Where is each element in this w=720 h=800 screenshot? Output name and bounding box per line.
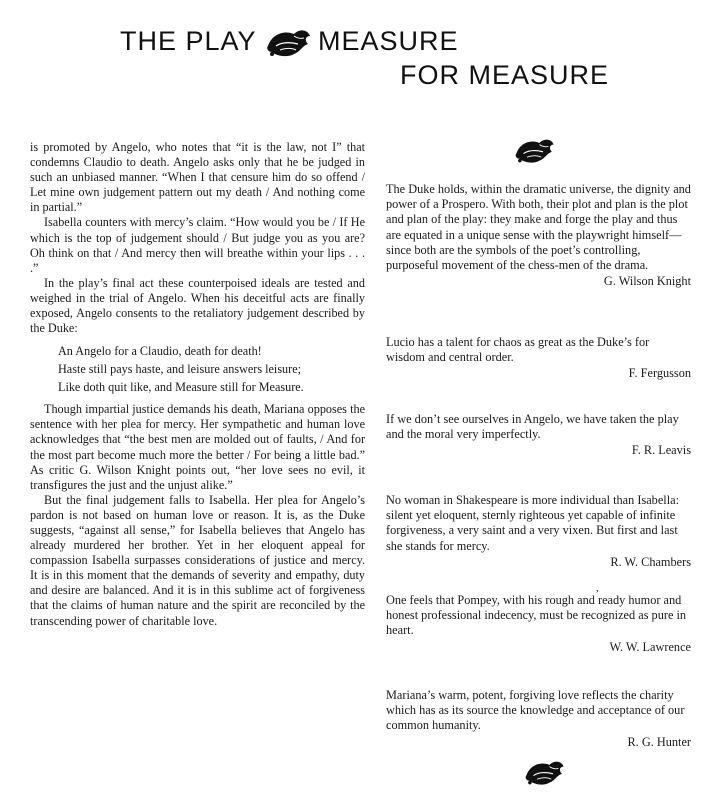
critic-quote [386, 182, 691, 289]
critic-quote [386, 412, 691, 459]
quote-text: One feels that Pompey, with his rough and ready humor and honest professional indecency, must be recognized as pure in heart. [386, 593, 687, 638]
verse-line: Haste still pays haste, and leisure answers leisure; [58, 362, 302, 377]
essay-column [30, 140, 365, 629]
essay-paragraph: In the play’s final act these counterpoised ideals are tested and weighed in the trial of Angelo. When his deceitful acts are finally exposed, Angelo consents to the retaliatory judgement described by the Duke: [30, 275, 365, 336]
critic-quote [386, 493, 691, 570]
quote-text: No woman in Shakespeare is more individual than Isabella: silent yet eloquent, sternly righteous yet capable of infinite forgiveness, a very saint and a very vixen. But first and last she stands for mercy. [386, 493, 679, 553]
leaf-flourish-icon [522, 756, 568, 788]
verse-line: An Angelo for a Claudio, death for death! [58, 344, 262, 359]
verse-line: Like doth quit like, and Measure still for Measure. [58, 380, 304, 395]
critic-quote [386, 335, 691, 382]
title-part-2: MEASURE [318, 26, 459, 56]
quote-author: R. W. Chambers [610, 554, 691, 569]
leaf-flourish-icon [512, 134, 558, 166]
essay-paragraph: Though impartial justice demands his death, Mariana opposes the sentence with her plea for mercy. Her sympathetic and human love acknowledges that “the best men are molded out of faults, / And for the most part become much more the better / For being a little bad.” As critic G. Wilson Knight points out, “her love sees no evil, it transfigures the just and the unjust alike.” [30, 402, 365, 492]
essay-paragraph: But the final judgement falls to Isabella. Her plea for Angelo’s pardon is not based on human love or reason. It is, as the Duke suggests, “against all sense,” for Isabella believes that Angelo has already murdered her brother. Yet in her eloquent appeal for compassion Isabella surpasses considerations of justice and mercy. It is in this moment that the demands of severity and empathy, duty and desire are balanced. And it is in this sublime act of forgiveness that the claims of human nature and the spirit are reconciled by the transcending power of charitable love. [30, 492, 365, 628]
critic-quote [386, 688, 691, 750]
quote-author: F. Fergusson [628, 366, 691, 381]
critic-quote [386, 593, 691, 655]
quote-text: Mariana’s warm, potent, forgiving love reflects the charity which has as its source the knowledge and acceptance of our common humanity. [386, 688, 685, 733]
stray-mark: , [596, 582, 599, 594]
leaf-flourish-icon [264, 24, 314, 60]
quote-text: If we don’t see ourselves in Angelo, we have taken the play and the moral very imperfectly. [386, 412, 679, 442]
title-part-3: FOR MEASURE [400, 60, 610, 90]
quote-text: Lucio has a talent for chaos as great as the Duke’s for wisdom and central order. [386, 335, 650, 365]
title-part-1: THE PLAY [120, 26, 257, 56]
essay-paragraph: is promoted by Angelo, who notes that “it is the law, not I” that condemns Claudio to death. Angelo asks only that he be judged in such an unbiased manner. “When I that censure him do so offend / Let mine own judgement pattern out my death / And nothing come in partial.” [30, 140, 365, 215]
essay-paragraph: Isabella counters with mercy’s claim. “How would you be / If He which is the top of judgement should / But judge you as you are? Oh think on that / And mercy then will breathe within your lips . . . .” [30, 215, 365, 275]
quote-text: The Duke holds, within the dramatic universe, the dignity and power of a Prospero. With both, their plot and plan is the plot and plan of the play: they make and forge the play and thus are equated in a unique sense with the playwright himself—since both are the symbols of the poet’s controlling, purposeful movement of the chess-men of the drama. [386, 182, 691, 273]
quote-author: G. Wilson Knight [603, 274, 691, 289]
quote-author: F. R. Leavis [631, 443, 691, 458]
quote-author: W. W. Lawrence [609, 639, 691, 654]
quote-author: R. G. Hunter [627, 734, 691, 749]
verse-quote [58, 342, 365, 396]
